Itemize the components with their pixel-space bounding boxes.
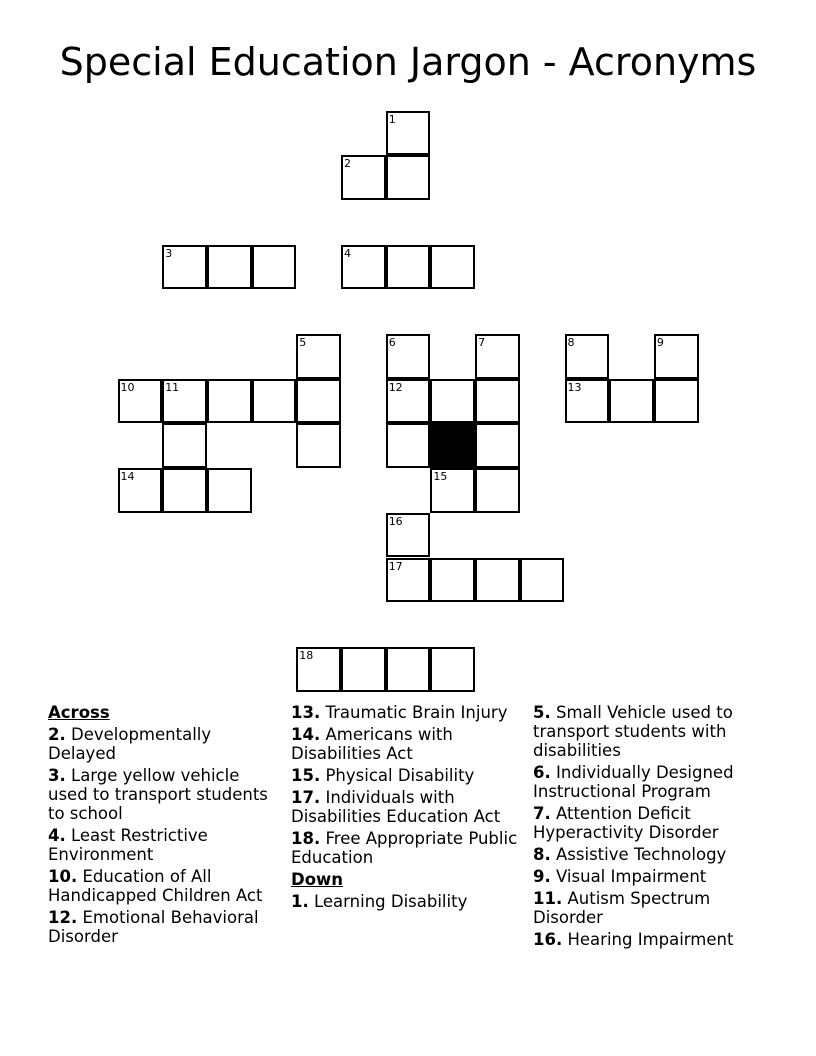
- cell[interactable]: [296, 379, 341, 424]
- cell-14[interactable]: [118, 468, 163, 513]
- clue-number: 6: [388, 336, 396, 349]
- across-clue-4: 4. Least Restrictive Environment: [48, 826, 208, 864]
- clue-number: 17: [388, 559, 403, 573]
- across-clue-14: 14. Americans with Disabilities Act: [291, 725, 453, 763]
- cell[interactable]: [430, 647, 475, 692]
- cell[interactable]: [386, 423, 431, 468]
- cell-9[interactable]: [654, 334, 699, 379]
- cell-16[interactable]: [386, 513, 431, 558]
- cell[interactable]: [609, 379, 654, 424]
- cell-18[interactable]: [296, 647, 341, 692]
- across-clue-3: 3. Large yellow vehicle used to transport students to school: [48, 766, 268, 823]
- clue-number: 8: [567, 336, 575, 349]
- cell[interactable]: [520, 558, 565, 603]
- clue-number: 10: [120, 380, 135, 394]
- clue-number: 11: [165, 380, 180, 394]
- down-clue-6: 6. Individually Designed Instructional Program: [533, 763, 734, 801]
- across-clue-12: 12. Emotional Behavioral Disorder: [48, 908, 259, 946]
- down-header: Down: [291, 870, 344, 889]
- down-clue-7: 7. Attention Deficit Hyperactivity Disorder: [533, 804, 719, 842]
- across-clue-13: 13. Traumatic Brain Injury: [291, 703, 508, 722]
- clue-number: 1: [388, 112, 396, 126]
- clue-number: 18: [299, 648, 314, 662]
- across-clue-15: 15. Physical Disability: [291, 766, 475, 785]
- cell[interactable]: [207, 245, 252, 290]
- down-clue-9: 9. Visual Impairment: [533, 867, 707, 886]
- down-clue-16: 16. Hearing Impairment: [533, 930, 734, 949]
- clue-column-2: [291, 703, 526, 914]
- across-clue-2: 2. Developmentally Delayed: [48, 725, 212, 763]
- across-clue-10: 10. Education of All Handicapped Children Act: [48, 867, 263, 905]
- cell[interactable]: [252, 245, 297, 290]
- black-cell: [430, 423, 475, 468]
- cell-1[interactable]: [386, 111, 431, 156]
- cell[interactable]: [386, 155, 431, 200]
- clue-number: 9: [656, 336, 664, 349]
- cell[interactable]: [475, 558, 520, 603]
- clue-number: 14: [120, 470, 135, 484]
- cell[interactable]: [341, 647, 386, 692]
- clue-number: 3: [165, 246, 173, 260]
- cell-6[interactable]: [386, 334, 431, 379]
- clue-column-1: [48, 703, 283, 949]
- cell[interactable]: [162, 468, 207, 513]
- cell-4[interactable]: [341, 245, 386, 290]
- clue-number: 7: [478, 336, 486, 349]
- cell-2[interactable]: [341, 155, 386, 200]
- down-clue-8: 8. Assistive Technology: [533, 845, 727, 864]
- cell[interactable]: [475, 423, 520, 468]
- clue-number: 5: [299, 336, 307, 349]
- cell-5[interactable]: [296, 334, 341, 379]
- across-clue-17: 17. Individuals with Disabilities Education Act: [291, 788, 501, 826]
- cell-13[interactable]: [565, 379, 610, 424]
- clue-number: 4: [344, 246, 351, 260]
- across-header: Across: [48, 703, 110, 722]
- cell[interactable]: [475, 468, 520, 513]
- clue-number: 12: [388, 380, 403, 394]
- cell-7[interactable]: [475, 334, 520, 379]
- cell-11[interactable]: [162, 379, 207, 424]
- cell[interactable]: [207, 468, 252, 513]
- cell-17[interactable]: [386, 558, 431, 603]
- down-clue-11: 11. Autism Spectrum Disorder: [533, 889, 711, 927]
- cell[interactable]: [475, 379, 520, 424]
- cell[interactable]: [296, 423, 341, 468]
- cell[interactable]: [430, 379, 475, 424]
- cell[interactable]: [386, 647, 431, 692]
- cell-10[interactable]: [118, 379, 163, 424]
- page-title: Special Education Jargon - Acronyms: [59, 40, 757, 84]
- cell[interactable]: [654, 379, 699, 424]
- cell[interactable]: [430, 245, 475, 290]
- cell[interactable]: [252, 379, 297, 424]
- clue-number: 13: [567, 380, 582, 394]
- down-clue-1: 1. Learning Disability: [291, 892, 468, 911]
- clue-number: 2: [344, 157, 351, 171]
- cell[interactable]: [162, 423, 207, 468]
- down-clue-5: 5. Small Vehicle used to transport students with disabilities: [533, 703, 733, 760]
- cell-8[interactable]: [565, 334, 610, 379]
- clue-number: 15: [433, 470, 448, 484]
- clue-column-3: [533, 703, 773, 952]
- cell-15[interactable]: [430, 468, 475, 513]
- across-clue-18: 18. Free Appropriate Public Education: [291, 829, 518, 867]
- cell[interactable]: [207, 379, 252, 424]
- cell-3[interactable]: [162, 245, 207, 290]
- cell[interactable]: [430, 558, 475, 603]
- cell[interactable]: [386, 245, 431, 290]
- cell-12[interactable]: [386, 379, 431, 424]
- clue-number: 16: [388, 514, 403, 528]
